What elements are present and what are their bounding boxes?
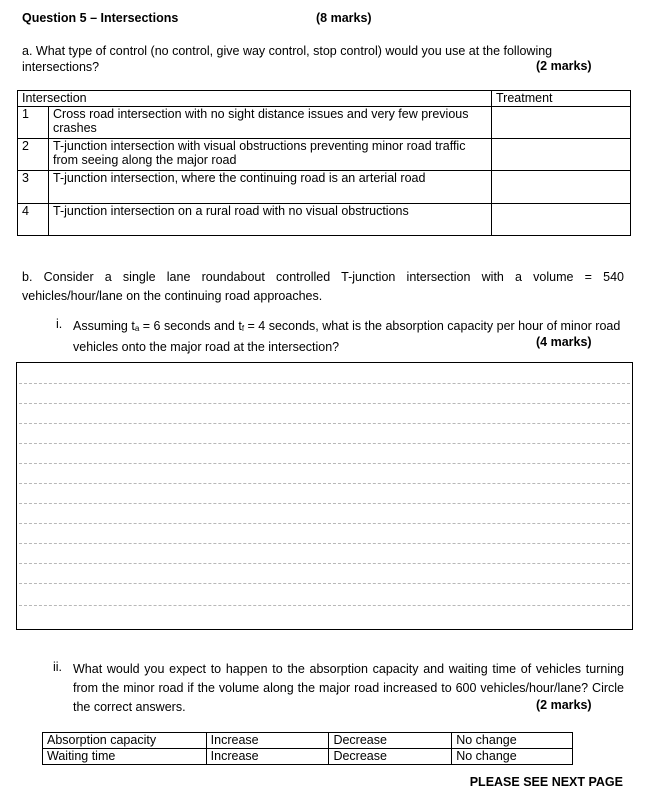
table-row xyxy=(18,204,631,236)
sub-ii-marks: (2 marks) xyxy=(536,698,592,712)
row-number: 4 xyxy=(18,204,49,236)
footer-next-page: PLEASE SEE NEXT PAGE xyxy=(469,775,623,789)
part-b-text: b. Consider a single lane roundabout controlled T-junction intersection with a volume = 540 vehicles/hour/lane on the continuing road approaches. xyxy=(22,270,624,303)
option-decrease[interactable]: Decrease xyxy=(329,733,452,749)
sub-ii-label: ii. xyxy=(53,660,63,674)
treatment-cell[interactable] xyxy=(492,204,631,236)
answer-line xyxy=(19,463,630,464)
answer-line xyxy=(19,605,630,606)
sub-i-marks: (4 marks) xyxy=(536,335,592,349)
row-description: T-junction intersection on a rural road with no visual obstructions xyxy=(49,204,492,236)
answer-line xyxy=(19,583,630,584)
answer-options-table xyxy=(42,732,573,765)
sub-ii-text: What would you expect to happen to the absorption capacity and waiting time of vehicles turning from the minor road if the volume along the major road increased to 600 vehicles/hour/lane? Circle the correct answers. xyxy=(73,662,624,714)
answer-line xyxy=(19,523,630,524)
answer-line xyxy=(19,563,630,564)
row-description: Cross road intersection with no sight distance issues and very few previous crashes xyxy=(49,107,492,139)
sub-i-text: Assuming $t_a = 6$ seconds and $t_f = 4$ seconds, what is the absorption capacity per hour of minor road vehicles onto the major road at the intersection? xyxy=(73,319,621,354)
sub-i-label: i. xyxy=(56,317,63,331)
answer-line xyxy=(19,423,630,424)
answer-line xyxy=(19,383,630,384)
answer-line xyxy=(19,443,630,444)
part-a-text: a. What type of control (no control, give way control, stop control) would you use at the following intersections? xyxy=(22,44,553,74)
answer-line xyxy=(19,403,630,404)
row-label: Absorption capacity xyxy=(43,733,207,749)
answer-box[interactable] xyxy=(16,362,633,630)
table-row xyxy=(18,107,631,139)
option-no-change[interactable]: No change xyxy=(452,749,573,765)
row-description: T-junction intersection, where the continuing road is an arterial road xyxy=(49,171,492,204)
question-marks: (8 marks) xyxy=(316,11,372,25)
question-title: Question 5 – Intersections xyxy=(22,11,179,25)
row-number: 2 xyxy=(18,139,49,171)
option-decrease[interactable]: Decrease xyxy=(329,749,452,765)
part-a-marks: (2 marks) xyxy=(536,59,592,73)
intersection-table xyxy=(17,90,631,236)
treatment-cell[interactable] xyxy=(492,107,631,139)
answer-line xyxy=(19,543,630,544)
table-row xyxy=(18,139,631,171)
table-row xyxy=(43,749,573,765)
col-treatment: Treatment xyxy=(492,91,631,107)
treatment-cell[interactable] xyxy=(492,171,631,204)
answer-line xyxy=(19,503,630,504)
treatment-cell[interactable] xyxy=(492,139,631,171)
row-label: Waiting time xyxy=(43,749,207,765)
option-no-change[interactable]: No change xyxy=(452,733,573,749)
option-increase[interactable]: Increase xyxy=(206,749,329,765)
table-row xyxy=(43,733,573,749)
answer-line xyxy=(19,483,630,484)
row-number: 3 xyxy=(18,171,49,204)
row-description: T-junction intersection with visual obstructions preventing minor road traffic from seeing along the major road xyxy=(49,139,492,171)
table-row xyxy=(18,171,631,204)
option-increase[interactable]: Increase xyxy=(206,733,329,749)
col-intersection: Intersection xyxy=(18,91,492,107)
row-number: 1 xyxy=(18,107,49,139)
intersection-table-header xyxy=(18,91,631,107)
